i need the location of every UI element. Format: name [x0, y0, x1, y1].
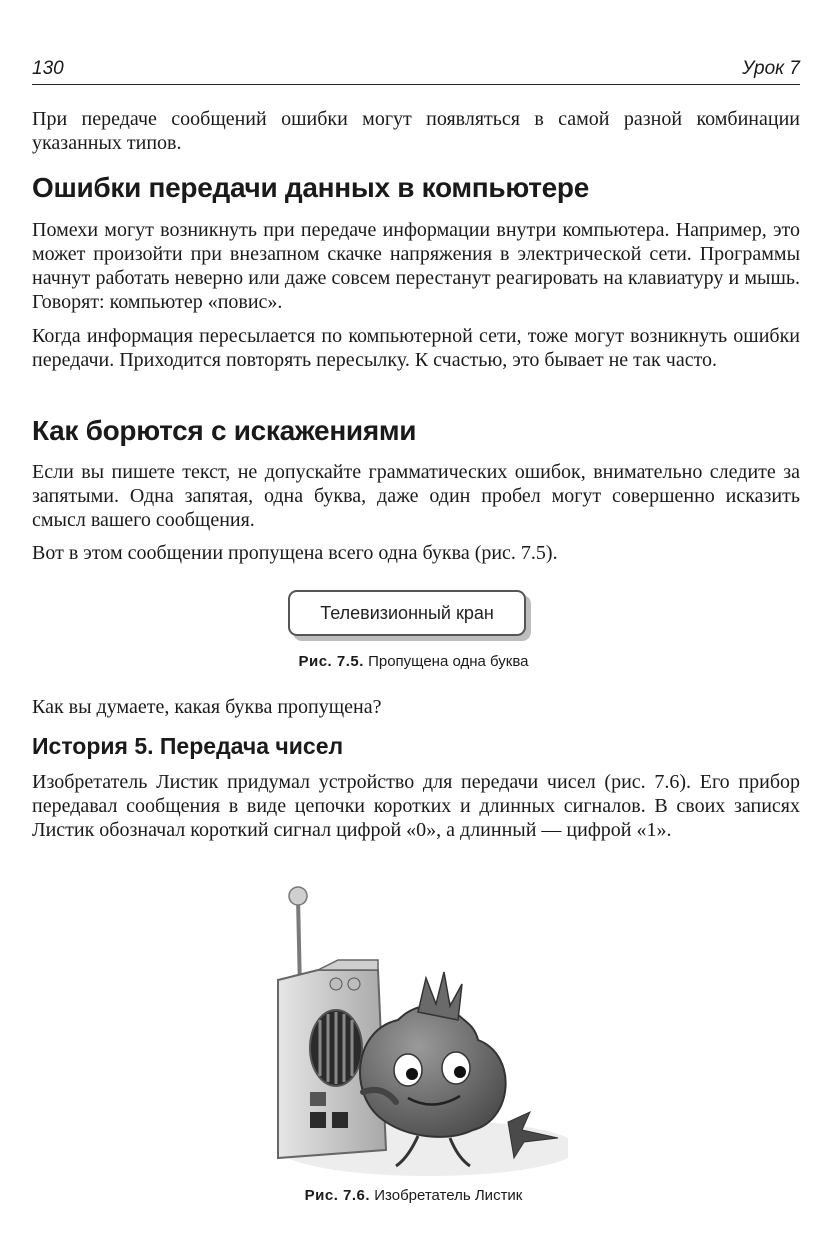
- figure-7-6-label: Рис. 7.6.: [304, 1187, 371, 1204]
- figure-7-6-caption: [0, 1187, 827, 1204]
- section1-paragraph-2: Когда информация пересылается по компьютерной сети, тоже могут возникнуть ошибки передачи. Приходится повторять пересылку. К счастью, это бывает не так часто.: [32, 325, 800, 371]
- section2-paragraph-2: Вот в этом сообщении пропущена всего одна буква (рис. 7.5).: [32, 542, 558, 564]
- figure-7-5-caption: [0, 653, 827, 670]
- inventor-illustration: [268, 880, 568, 1180]
- message-box: Телевизионный кран: [288, 590, 526, 636]
- question-paragraph: Как вы думаете, какая буква пропущена?: [32, 696, 382, 718]
- page-header: [32, 58, 800, 85]
- figure-7-5-text: Пропущена одна буква: [368, 653, 529, 670]
- section1-paragraph-1: Помехи могут возникнуть при передаче информации внутри компьютера. Например, это может произойти при внезапном скачке напряжения в электрической сети. Программы начнут работать неверно или даже совсем перестанут реагировать на клавиатуру и мышь. Говорят: компьютер «повис».: [32, 219, 800, 313]
- page-number: 130: [32, 58, 64, 79]
- figure-7-5-label: Рис. 7.5.: [298, 653, 364, 670]
- chapter-title: Урок 7: [742, 58, 800, 79]
- intro-paragraph: При передаче сообщений ошибки могут появляться в самой разной комбинации указанных типов.: [32, 108, 800, 154]
- section2-paragraph-1: Если вы пишете текст, не допускайте грамматических ошибок, внимательно следите за запятыми. Одна запятая, одна буква, даже один пробел могут совершенно исказить смысл вашего сообщения.: [32, 461, 800, 531]
- section-heading-distortions: Как борются с искажениями: [32, 415, 417, 446]
- section-heading-errors: Ошибки передачи данных в компьютере: [32, 172, 590, 203]
- section3-paragraph-1: Изобретатель Листик придумал устройство для передачи чисел (рис. 7.6). Его прибор передавал сообщения в виде цепочки коротких и длинных сигналов. В своих записях Листик обозначал короткий сигнал цифрой «0», а длинный — цифрой «1».: [32, 771, 800, 841]
- figure-7-6-text: Изобретатель Листик: [374, 1187, 523, 1204]
- section-heading-story: История 5. Передача чисел: [32, 733, 344, 759]
